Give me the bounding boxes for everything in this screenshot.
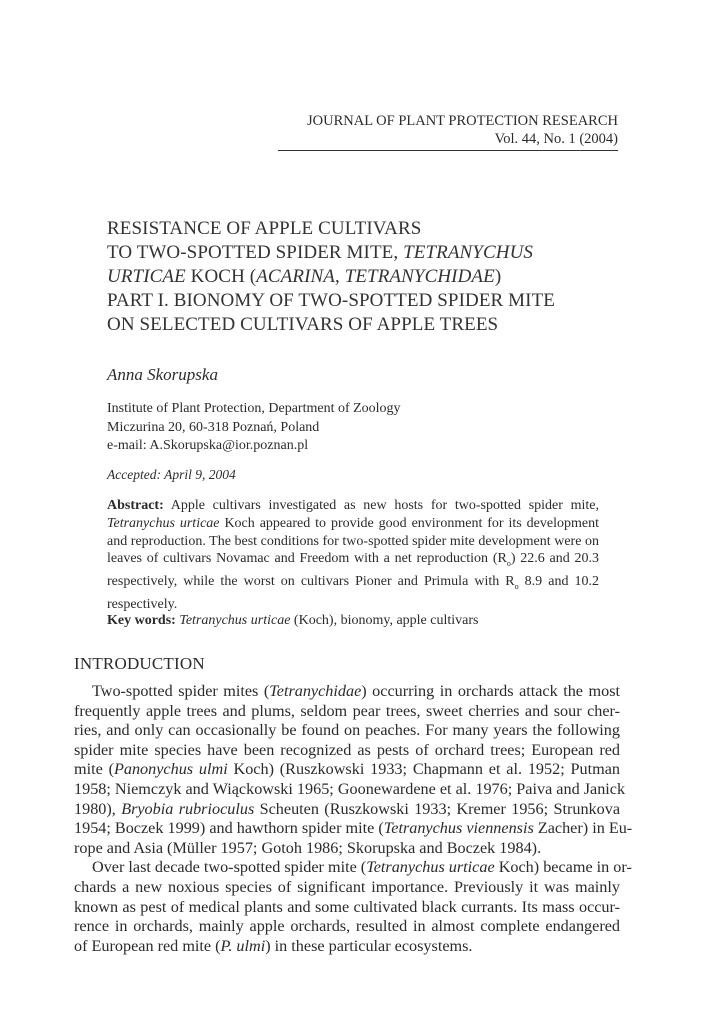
body-italic-text: Tetranychus viennensis bbox=[383, 819, 534, 838]
body-text: Over last decade two-spotted spider mite ( bbox=[92, 858, 367, 877]
introduction-body bbox=[74, 682, 633, 956]
accepted-date: Accepted: April 9, 2004 bbox=[107, 467, 236, 482]
body-line bbox=[74, 760, 620, 780]
body-line: rence in orchards, mainly apple orchards, resulted in almost complete endangered bbox=[74, 917, 620, 936]
abstract-italic-text: Tetranychus urticae bbox=[107, 515, 220, 531]
title-text: , bbox=[334, 266, 345, 287]
keywords-text: (Koch), bionomy, apple cultivars bbox=[290, 613, 479, 628]
body-text: of European red mite ( bbox=[74, 936, 221, 955]
body-line bbox=[74, 858, 632, 878]
article-title bbox=[107, 217, 627, 337]
body-line: ries, and only can occasionally be found on peaches. For many years the following bbox=[74, 721, 620, 740]
section-heading-introduction: INTRODUCTION bbox=[74, 654, 205, 673]
body-italic-text: Tetranychidae bbox=[269, 682, 362, 700]
body-line: known as pest of medical plants and some cultivated black currants. Its mass occur- bbox=[74, 897, 620, 916]
abstract-subscript: o bbox=[506, 559, 511, 569]
body-italic-text: Bryobia rubrioculus bbox=[121, 799, 255, 818]
volume-info: Vol. 44, No. 1 (2004) bbox=[494, 131, 618, 147]
title-line-4: PART I. BIONOMY OF TWO-SPOTTED SPIDER MITE bbox=[107, 290, 556, 311]
journal-name: JOURNAL OF PLANT PROTECTION RESEARCH bbox=[307, 113, 618, 129]
body-line: chards a new noxious species of significant importance. Previously it was mainly bbox=[74, 877, 620, 896]
title-text: KOCH ( bbox=[185, 266, 257, 287]
body-text: Koch) became in or- bbox=[494, 858, 632, 877]
body-line bbox=[74, 937, 620, 957]
body-text: 1980), bbox=[74, 799, 122, 818]
body-italic-text: Tetranychus urticae bbox=[366, 858, 495, 877]
body-line: 1958; Niemczyk and Wiąckowski 1965; Goonewardene et al. 1976; Paiva and Janick bbox=[74, 779, 626, 798]
abstract-text: ) 22.6 and 20.3 respectively, while the worst on cultivars Pioner and Primula with R bbox=[107, 551, 599, 589]
affiliation-institute: Institute of Plant Protection, Department of Zoology bbox=[107, 401, 401, 416]
keywords-label: Key words: bbox=[107, 613, 176, 628]
affiliation-email: e-mail: A.Skorupska@ior.poznan.pl bbox=[107, 438, 309, 453]
body-text: ) in these particular ecosystems. bbox=[265, 936, 473, 955]
title-italic-text: TETRANYCHUS bbox=[403, 242, 533, 263]
body-text: 1954; Boczek 1999) and hawthorn spider mite ( bbox=[74, 819, 384, 838]
author-name: Anna Skorupska bbox=[107, 365, 218, 384]
title-line-1: RESISTANCE OF APPLE CULTIVARS bbox=[107, 218, 422, 239]
body-line bbox=[74, 800, 620, 820]
title-line-2 bbox=[107, 241, 627, 265]
body-italic-text: P. ulmi bbox=[220, 936, 266, 955]
body-text: Koch) (Ruszkowski 1933; Chapmann et al. 1952; Putman bbox=[227, 760, 620, 779]
title-text: TO TWO-SPOTTED SPIDER MITE, bbox=[107, 242, 404, 263]
abstract-label: Abstract: bbox=[107, 498, 164, 513]
title-line-5: ON SELECTED CULTIVARS OF APPLE TREES bbox=[107, 314, 499, 335]
abstract bbox=[107, 497, 599, 613]
abstract-text: Apple cultivars investigated as new hosts for two-spotted spider mite, bbox=[163, 498, 599, 513]
body-line: rope and Asia (Müller 1957; Gotoh 1986; Skorupska and Boczek 1984). bbox=[74, 838, 542, 857]
body-line: frequently apple trees and plums, seldom pear trees, sweet cherries and sour cher- bbox=[74, 701, 620, 720]
affiliation-address: Miczurina 20, 60-318 Poznań, Poland bbox=[107, 419, 320, 435]
keywords-italic-text: Tetranychus urticae bbox=[179, 613, 291, 628]
title-italic-text: ACARINA bbox=[256, 266, 335, 287]
title-italic-text: TETRANYCHIDAE bbox=[344, 266, 495, 287]
body-line bbox=[74, 682, 620, 702]
body-text: Two-spotted spider mites ( bbox=[92, 682, 270, 700]
body-line bbox=[74, 819, 633, 839]
abstract-text: Koch appeared to provide good environment for its development and reproduction. The best conditions for two-spotted spider mite development were on leaves of cultivars Novamac and Freedom with a net reproduction (R bbox=[107, 515, 599, 567]
title-line-3 bbox=[107, 265, 627, 289]
body-text: Scheuten (Ruszkowski 1933; Kremer 1956; Strunkova bbox=[254, 799, 621, 818]
journal-header bbox=[278, 112, 618, 151]
body-italic-text: Panonychus ulmi bbox=[113, 760, 228, 779]
abstract-subscript: o bbox=[514, 581, 519, 591]
abstract-text: 8.9 and 10.2 respectively. bbox=[107, 573, 600, 612]
body-line: spider mite species have been recognized as pests of orchard trees; European red bbox=[74, 740, 620, 759]
author-affiliation bbox=[107, 400, 401, 456]
title-italic-text: URTICAE bbox=[107, 266, 186, 287]
title-text: ) bbox=[494, 266, 502, 287]
body-text: mite ( bbox=[74, 760, 114, 779]
keywords bbox=[107, 613, 478, 629]
body-text: ) occurring in orchards attack the most bbox=[361, 682, 620, 700]
body-text: Zacher) in Eu- bbox=[533, 819, 633, 838]
